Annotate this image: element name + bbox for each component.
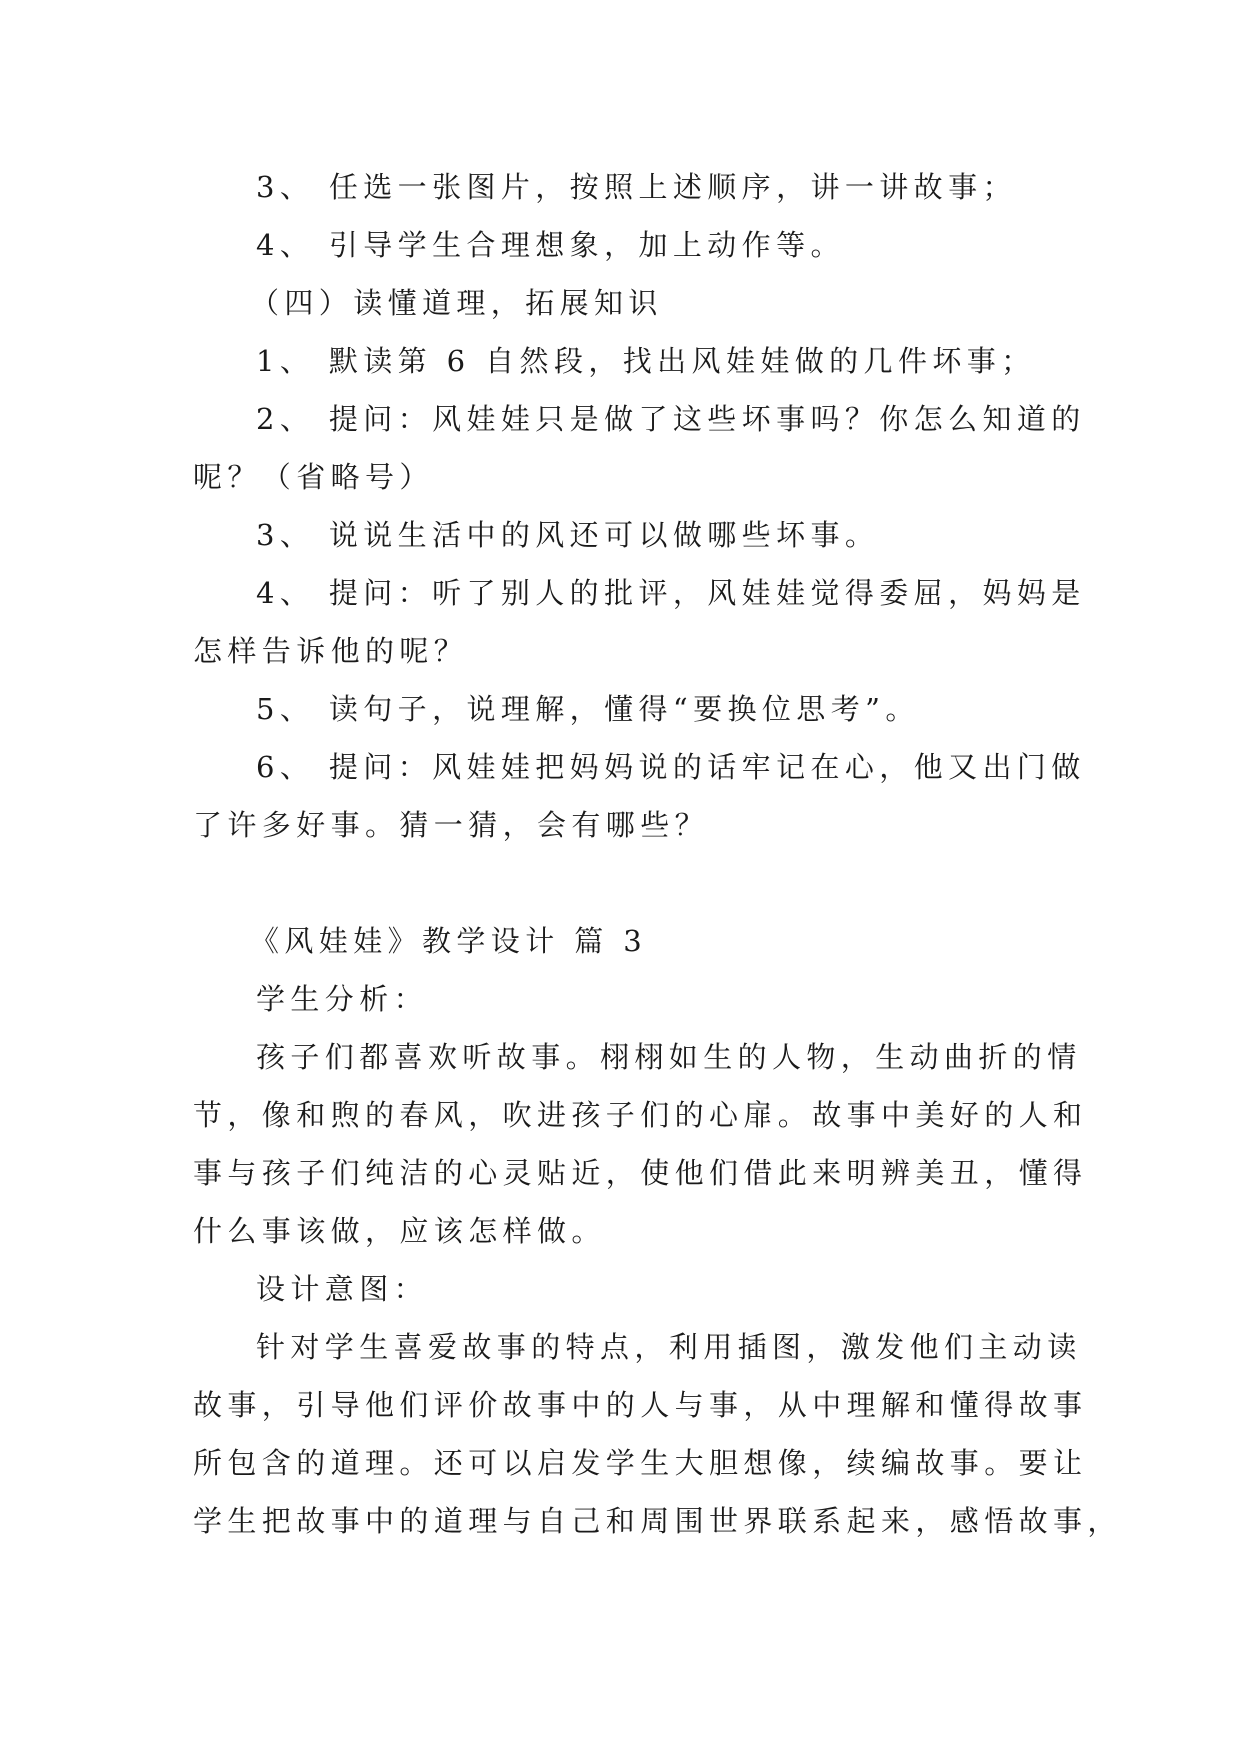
step-2-question-cont: 呢？（省略号）	[193, 460, 434, 494]
step-2-question: 2、 提问：风娃娃只是做了这些坏事吗？你怎么知道的	[256, 402, 1086, 436]
intent-para-line-3: 所包含的道理。还可以启发学生大胆想像，续编故事。要让	[193, 1446, 1088, 1480]
step-5-read: 5、 读句子，说理解，懂得“要换位思考”。	[256, 692, 920, 726]
analysis-para-line-1: 孩子们都喜欢听故事。栩栩如生的人物，生动曲折的情	[256, 1040, 1082, 1074]
step-4-question: 4、 提问：听了别人的批评，风娃娃觉得委屈，妈妈是	[256, 576, 1086, 610]
student-analysis-heading: 学生分析：	[256, 982, 429, 1016]
intent-para-line-1: 针对学生喜爱故事的特点，利用插图，激发他们主动读	[256, 1330, 1082, 1364]
step-4-question-cont: 怎样告诉他的呢？	[193, 634, 469, 668]
analysis-para-line-2: 节，像和煦的春风，吹进孩子们的心扉。故事中美好的人和	[193, 1098, 1088, 1132]
intent-para-line-4: 学生把故事中的道理与自己和周围世界联系起来，感悟故事，	[193, 1504, 1122, 1538]
chapter-title: 《风娃娃》教学设计 篇 3	[250, 924, 648, 958]
step-1-silent-read: 1、 默读第 6 自然段，找出风娃娃做的几件坏事；	[256, 344, 1036, 378]
intent-para-line-2: 故事，引导他们评价故事中的人与事，从中理解和懂得故事	[193, 1388, 1088, 1422]
step-4-imagine: 4、 引导学生合理想象，加上动作等。	[256, 228, 845, 262]
analysis-para-line-3: 事与孩子们纯洁的心灵贴近，使他们借此来明辨美丑，懂得	[193, 1156, 1088, 1190]
step-6-question-cont: 了许多好事。猜一猜，会有哪些？	[193, 808, 710, 842]
step-6-question: 6、 提问：风娃娃把妈妈说的话牢记在心，他又出门做	[256, 750, 1086, 784]
analysis-para-line-4: 什么事该做，应该怎样做。	[193, 1214, 606, 1248]
design-intent-heading: 设计意图：	[256, 1272, 429, 1306]
step-3-retell: 3、 任选一张图片，按照上述顺序，讲一讲故事；	[256, 170, 1017, 204]
step-3-discuss: 3、 说说生活中的风还可以做哪些坏事。	[256, 518, 880, 552]
section-heading-4: （四）读懂道理，拓展知识	[250, 286, 663, 320]
